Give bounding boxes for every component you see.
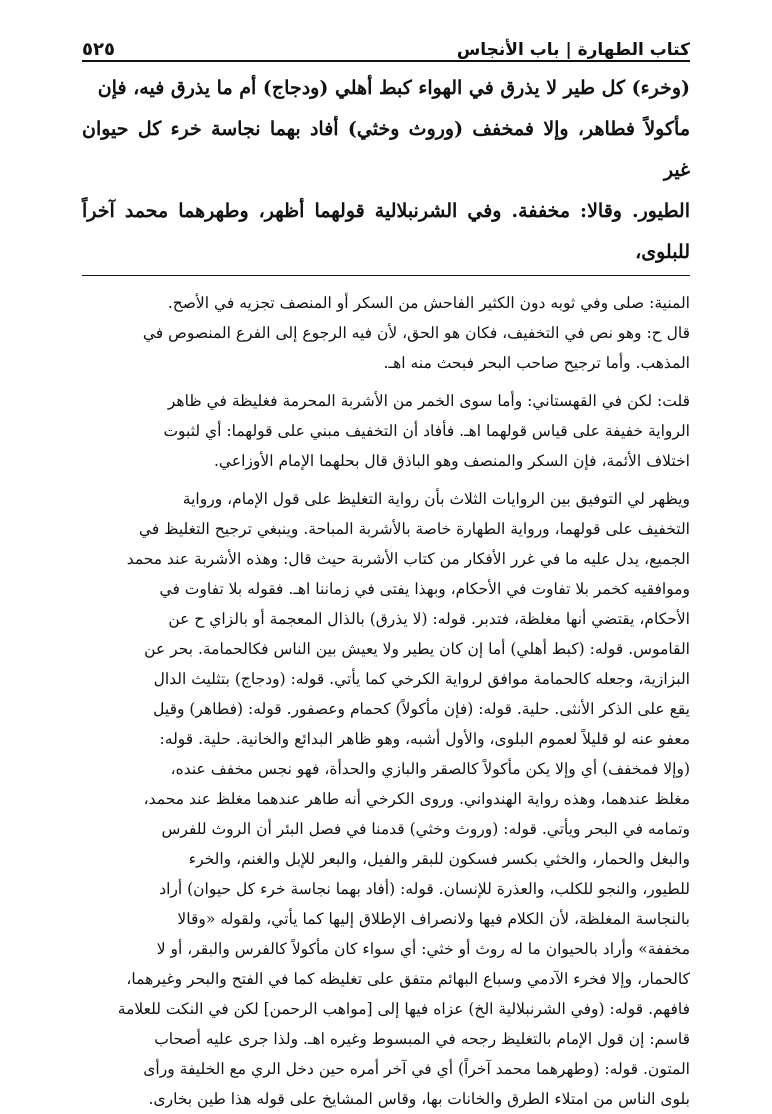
commentary-line: المتون. قوله: (وطهرهما محمد آخراً) أي في آخر أمره حين دخل الري مع الخليفة ورأى — [143, 1060, 690, 1078]
commentary-line: الأحكام، يقتضي أنها مغلظة، فتدبر. قوله: (لا يذرق) بالذال المعجمة أو بالزاي ح عن — [168, 610, 690, 628]
commentary-line: وتمامه في البحر ويأتي. قوله: (وروث وخثي) قدمنا في فصل البئر أن الروث للفرس — [161, 820, 690, 838]
running-title: كتاب الطهارة | باب الأنجاس — [456, 40, 690, 60]
commentary-line: اختلاف الأئمة، فإن السكر والمنصف وهو الباذق قال بحلهما الإمام الأوزاعي. — [214, 452, 690, 470]
commentary-line: والبغل والحمار، والخثي بكسر فسكون للبقر والفيل، والبعر للإبل والغنم، والخرء — [188, 850, 690, 868]
commentary-line: المذهب. وأما ترجيح صاحب البحر فبحث منه اهـ. — [383, 354, 690, 372]
commentary-line: البزازية، وجعله كالحمامة موافق لرواية الكرخي كما يأتي. قوله: (ودجاج) بتثليث الدال — [153, 670, 690, 688]
commentary-line: كالحمار، وإلا فخرء الآدمي وسباع البهائم متفق على تغليظه كما في الفتح والبحر وغيرهما، — [126, 970, 690, 988]
commentary-line: مغلظ عندهما، وهذه رواية الهندواني. وروى الكرخي أنه طاهر عندهما مغلظ عند محمد، — [143, 790, 690, 808]
commentary-paragraph-3 — [82, 484, 690, 1114]
commentary-line: الرواية خفيفة على قياس قولهما اهـ. فأفاد أن التخفيف مبني على قولهما: أي لثبوت — [163, 422, 690, 440]
commentary-line: ويظهر لي التوفيق بين الروايات الثلاث بأن رواية التغليظ على قول الإمام، ورواية — [182, 490, 690, 508]
commentary-line: (وإلا فمخفف) أي وإلا يكن مأكولاً كالصقر والبازي والحدأة، فهو نجس مخفف عنده، — [170, 760, 690, 778]
commentary-line: قلت: لكن في القهستاني: وأما سوى الخمر من الأشربة المحرمة فغليظة في ظاهر — [167, 392, 690, 410]
section-divider — [82, 275, 690, 276]
page-number: ٥٢٥ — [82, 39, 115, 60]
commentary-line: التخفيف على قولهما، ورواية الطهارة خاصة بالأشربة المباحة. وينبغي ترجيح التغليظ في — [138, 520, 690, 538]
commentary-line: وموافقيه كخمر بلا تفاوت في الأحكام، وبهذا يفتى في زماننا اهـ. فقوله بلا تفاوت في — [159, 580, 690, 598]
commentary-line: المنية: صلى وفي ثوبه دون الكثير الفاحش من السكر أو المنصف تجزيه في الأصح. — [167, 294, 690, 312]
commentary-line: القاموس. قوله: (كبط أهلي) أما إن كان يطير ولا يعيش بين الناس فكالحمامة. بحر عن — [144, 640, 690, 658]
main-text-line: الطيور. وقالا: مخففة. وفي الشرنبلالية قولهما أظهر، وطهرهما محمد آخراً للبلوى، — [82, 200, 690, 263]
commentary-line: فافهم. قوله: (وفي الشرنبلالية الخ) عزاه فيها إلى [مواهب الرحمن] لكن في النكت للعلامة — [117, 1000, 690, 1018]
main-text-line: (وخرء) كل طير لا يذرق في الهواء كبط أهلي (ودجاج) أم ما يذرق فيه، فإن — [97, 77, 690, 99]
commentary-line: للطيور، والنجو للكلب، والعذرة للإنسان. قوله: (أفاد بهما نجاسة خرء كل حيوان) أراد — [159, 880, 690, 898]
main-text — [82, 68, 690, 273]
commentary-paragraph-2 — [82, 386, 690, 476]
commentary-line: معفو عنه لو قليلاً لعموم البلوى، والأول أشبه، وهو ظاهر البدائع والخانية. حلية. قوله: — [159, 730, 690, 748]
commentary-paragraph-1 — [82, 288, 690, 378]
commentary-line: بلوى الناس من امتلاء الطرق والخانات بها، وقاس المشايخ على قوله هذا طين بخارى. — [148, 1090, 690, 1108]
commentary-line: قال ح: وهو نص في التخفيف، فكان هو الحق، لأن فيه الرجوع إلى الفرع المنصوص في — [142, 324, 690, 342]
commentary-line: قاسم: إن قول الإمام بالتغليظ رجحه في المبسوط وغيره اهـ. ولذا جرى عليه أصحاب — [154, 1030, 690, 1048]
commentary-line: الجميع، يدل عليه ما في غرر الأفكار من كتاب الأشربة حيث قال: وهذه الأشربة عند محمد — [126, 550, 690, 568]
commentary-line: بالنجاسة المغلظة، لأن الكلام فيها ولانصراف الإطلاق إليها كما يأتي، ولقوله «وقالا — [177, 910, 690, 928]
commentary-line: يقع على الذكر الأنثى. حلية. قوله: (فإن مأكولاً) كحمام وعصفور. قوله: (فطاهر) وقيل — [153, 700, 690, 718]
commentary-line: مخففة» وأراد بالحيوان ما له روث أو خثي: أي سواء كان مأكولاً كالفرس والبقر، أو لا — [156, 940, 690, 958]
page-header — [82, 30, 690, 62]
main-text-line: مأكولاً فطاهر، وإلا فمخفف (وروث وخثي) أفاد بهما نجاسة خرء كل حيوان غير — [82, 118, 690, 181]
